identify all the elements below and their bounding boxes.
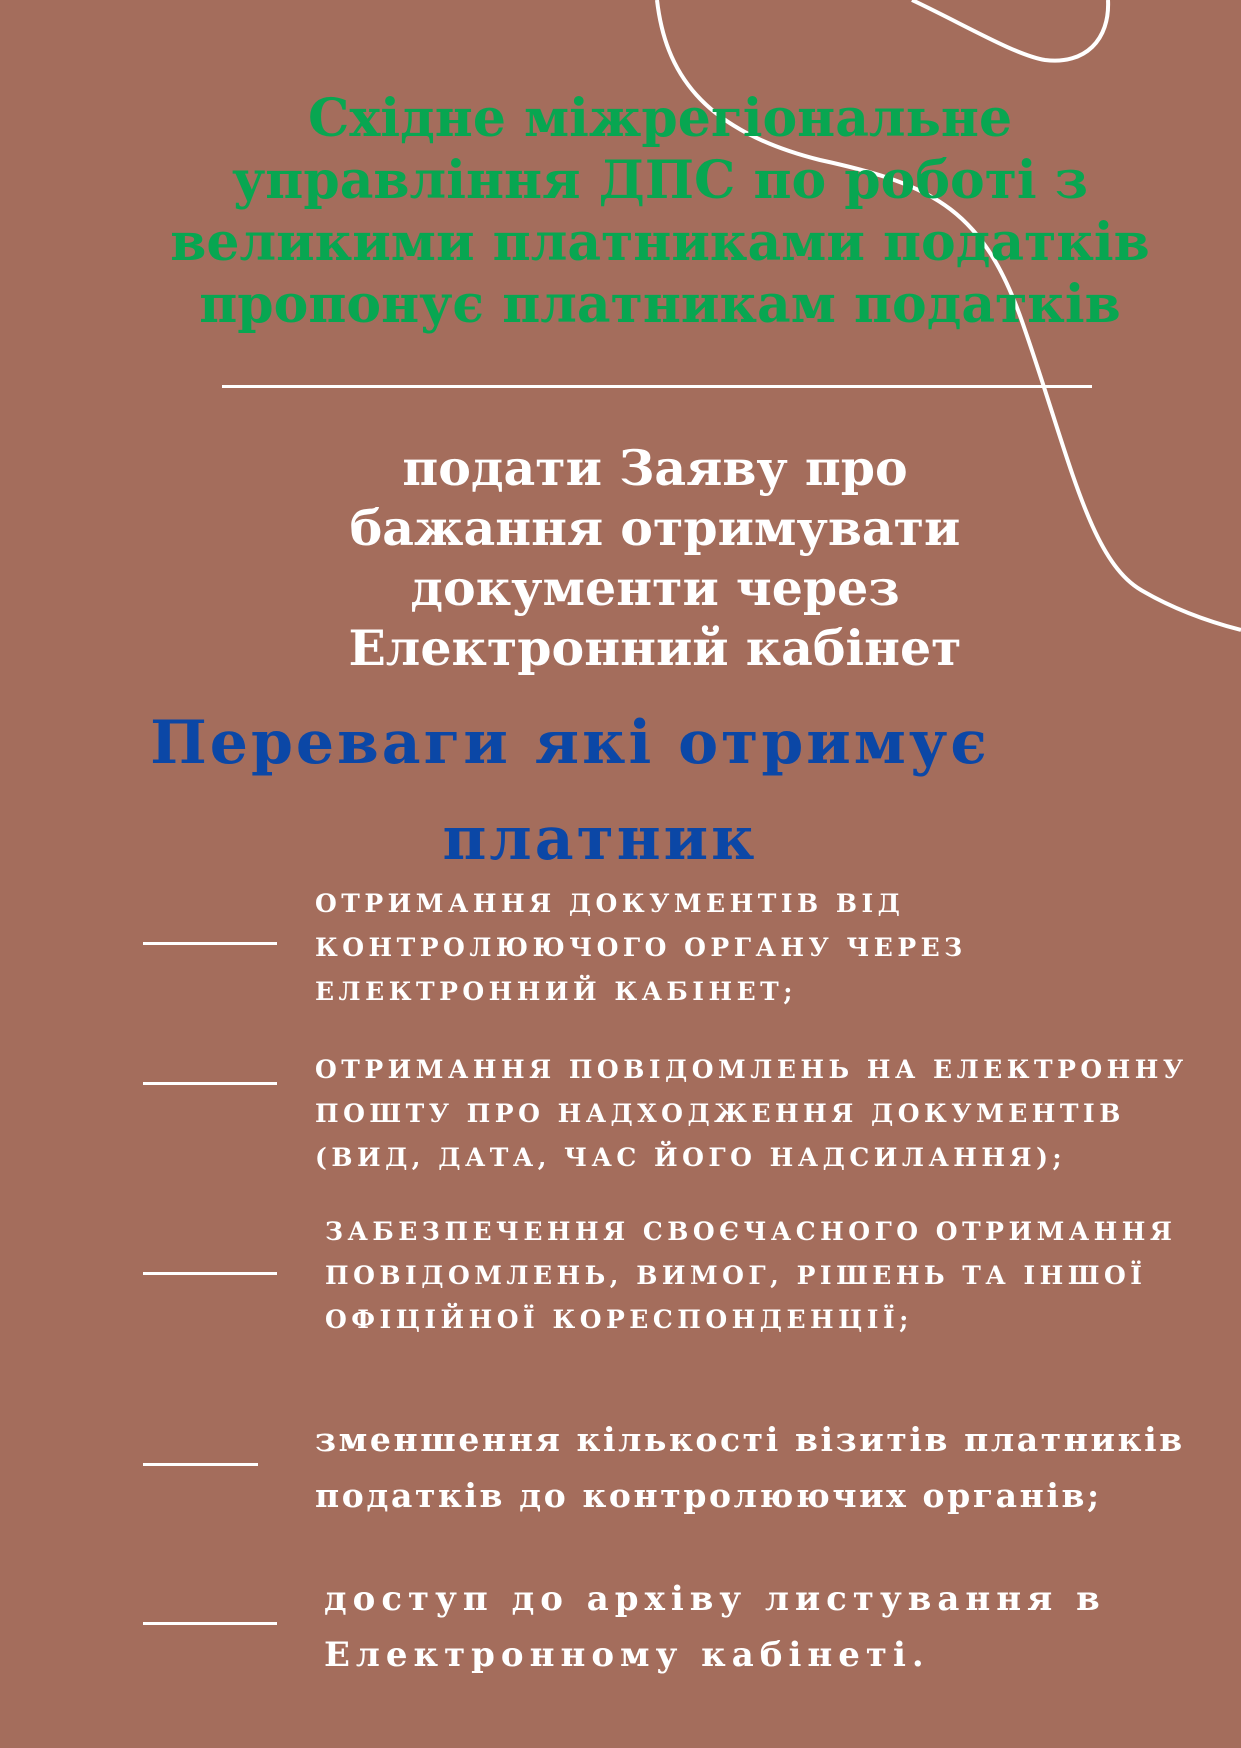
benefits-heading-line: Переваги які отримує xyxy=(150,708,990,778)
decorative-curve-line xyxy=(912,0,1108,61)
benefit-item xyxy=(325,1210,1176,1342)
benefit-line: КОНТРОЛЮЮЧОГО ОРГАНУ ЧЕРЕЗ xyxy=(315,933,967,962)
benefit-line: Електронному кабінеті. xyxy=(324,1635,930,1675)
bullet-dash xyxy=(143,1622,277,1625)
page-title xyxy=(130,88,1190,336)
benefit-line: зменшення кількості візитів платників xyxy=(315,1420,1185,1459)
title-line: Східне міжрегіональне xyxy=(307,88,1013,149)
benefit-line: доступ до архіву листування в xyxy=(324,1579,1106,1619)
benefit-item xyxy=(315,1412,1185,1524)
divider xyxy=(222,385,1092,388)
subtitle-line: подати Заяву про xyxy=(402,439,908,497)
subtitle-line: документи через xyxy=(410,559,900,617)
title-line: пропонує платникам податків xyxy=(199,274,1121,335)
subtitle-line: Електронний кабінет xyxy=(348,619,962,677)
benefit-line: податків до контролюючих органів; xyxy=(315,1476,1102,1515)
bullet-dash xyxy=(143,1082,277,1085)
benefit-item xyxy=(324,1571,1106,1683)
subtitle xyxy=(260,438,1050,678)
benefit-line: ЕЛЕКТРОННИЙ КАБІНЕТ; xyxy=(315,977,797,1006)
benefits-heading-line: платник xyxy=(442,804,758,874)
benefit-line: ОТРИМАННЯ ДОКУМЕНТІВ ВІД xyxy=(315,889,905,918)
benefit-line: ОФІЦІЙНОЇ КОРЕСПОНДЕНЦІЇ; xyxy=(325,1305,913,1334)
bullet-dash xyxy=(143,1272,277,1275)
benefits-heading xyxy=(100,695,1100,887)
benefit-line: ЗАБЕЗПЕЧЕННЯ СВОЄЧАСНОГО ОТРИМАННЯ xyxy=(325,1217,1177,1246)
benefit-line: (ВИД, ДАТА, ЧАС ЙОГО НАДСИЛАННЯ); xyxy=(315,1143,1067,1172)
benefit-item xyxy=(315,1048,1188,1180)
benefit-line: ОТРИМАННЯ ПОВІДОМЛЕНЬ НА ЕЛЕКТРОННУ xyxy=(315,1055,1188,1084)
bullet-dash xyxy=(143,1463,258,1466)
benefit-line: ПОШТУ ПРО НАДХОДЖЕННЯ ДОКУМЕНТІВ xyxy=(315,1099,1125,1128)
subtitle-line: бажання отримувати xyxy=(349,499,961,557)
title-line: управління ДПС по роботі з xyxy=(232,150,1088,211)
benefit-line: ПОВІДОМЛЕНЬ, ВИМОГ, РІШЕНЬ ТА ІНШОЇ xyxy=(325,1261,1147,1290)
bullet-dash xyxy=(143,942,277,945)
title-line: великими платниками податків xyxy=(170,212,1150,273)
benefit-item xyxy=(315,882,967,1014)
